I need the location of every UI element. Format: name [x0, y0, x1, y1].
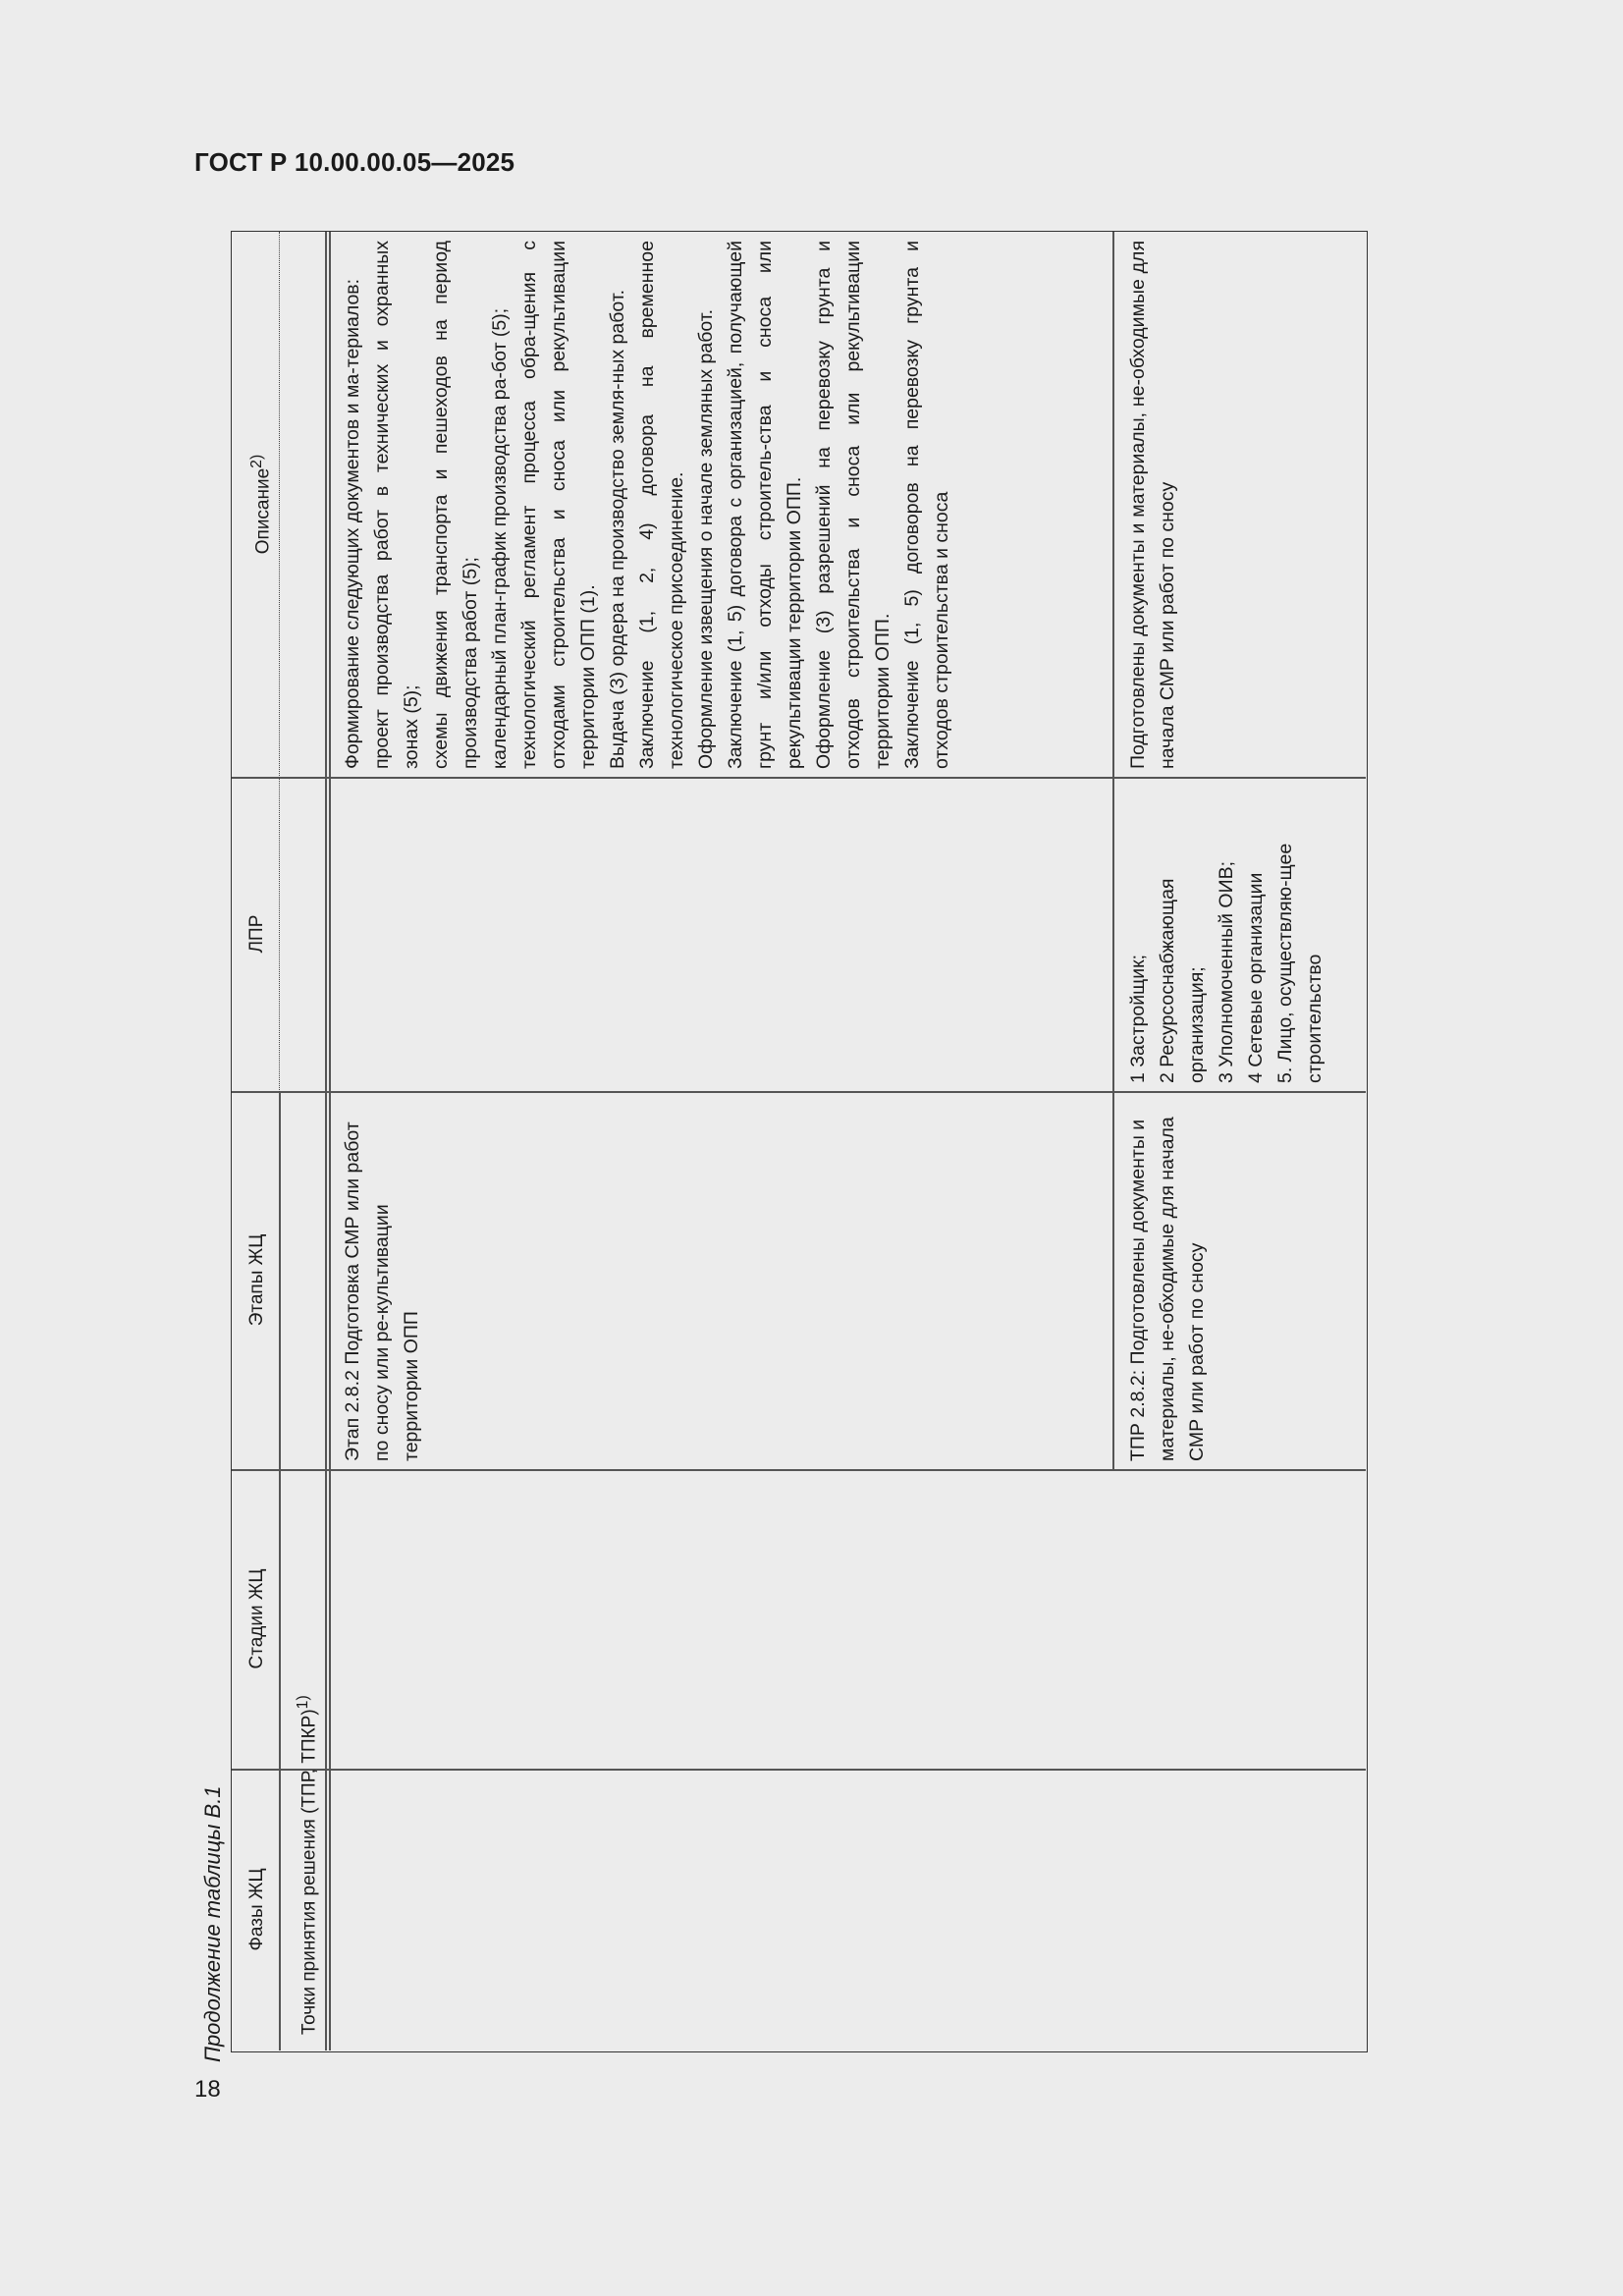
- document-code: ГОСТ Р 10.00.00.05—2025: [194, 147, 515, 177]
- header-description: Описание$^{2)}$: [248, 454, 274, 555]
- desc-item: технологический регламент процесса обра-щения с отходами строительства и сноса или рекультивации территории ОПП (1).: [518, 241, 599, 769]
- header-lpr: ЛПР: [246, 914, 267, 954]
- header-steps: Этапы ЖЦ: [246, 1233, 267, 1327]
- lpr-item: 3 Уполномоченный ОИВ;: [1216, 860, 1237, 1083]
- rotated-table: [231, 231, 1368, 2052]
- subheader-dotted-line: [279, 232, 280, 1092]
- header-separator-line: [325, 232, 327, 2050]
- desc-item: календарный план-график производства ра-бот (5);: [489, 307, 511, 769]
- table-caption: Продолжение таблицы В.1: [200, 1785, 225, 2062]
- col-line-stages-steps: [232, 1469, 1366, 1471]
- lpr-list: [1123, 779, 1364, 1089]
- desc-item: Оформление (3) разрешений на перевозку грунта и отходов строительства и сноса или рекультивации территории ОПП.: [813, 241, 893, 769]
- desc-item: схемы движения транспорта и пешеходов на период производства работ (5);: [430, 241, 481, 769]
- desc-item: Заключение (1, 2, 4) договора на временное технологическое присоединение.: [636, 241, 687, 769]
- subheader-left-line: [279, 1092, 281, 2050]
- step-2-8-2: Этап 2.8.2 Подготовка СМР или работ по сносу или ре-культивации территории ОПП: [342, 1121, 422, 1461]
- lpr-item: 2 Ресурсоснабжающая организация;: [1157, 878, 1208, 1083]
- lpr-item: 5. Лицо, осуществляю-щее строительство: [1274, 843, 1325, 1083]
- header-stages: Стадии ЖЦ: [246, 1568, 267, 1669]
- desc-item: Выдача (3) ордера на производство земля-ных работ.: [607, 289, 628, 769]
- desc-item: Заключение (1, 5) договора с организацией, получающей грунт и/или отходы строитель-ства и сноса или рекультивации территории ОПП.: [725, 241, 805, 769]
- description-row2: Подготовлены документы и материалы, не-обходимые для начала СМР или работ по сносу: [1127, 241, 1178, 769]
- header-separator-line-2: [329, 232, 331, 2050]
- lpr-item: 4 Сетевые организации: [1245, 872, 1267, 1083]
- header-phases: Фазы ЖЦ: [246, 1868, 267, 1951]
- tpr-2-8-2: ТПР 2.8.2: Подготовлены документы и материалы, не-обходимые для начала СМР или работ по сносу: [1127, 1117, 1208, 1461]
- lpr-item: 1 Застройщик;: [1127, 954, 1149, 1083]
- desc-item: Формирование следующих документов и ма-териалов:: [342, 278, 363, 769]
- desc-item: Оформление извещения о начале земляных работ.: [695, 309, 717, 769]
- col-line-phases-stages: [232, 1769, 1366, 1771]
- subheader-decision-points: Точки принятия решения (ТПР, ТПКР)$^{1)}$: [295, 1695, 320, 2035]
- description-row1: [338, 235, 1113, 775]
- subheader-top-line: [279, 1091, 323, 1093]
- desc-item: проект производства работ в технических и охранных зонах (5);: [371, 241, 422, 769]
- page-number: 18: [194, 2076, 221, 2103]
- desc-item: Заключение (1, 5) договоров на перевозку грунта и отходов строительства и сноса: [901, 241, 952, 769]
- col-line-steps-lpr: [232, 1091, 1366, 1093]
